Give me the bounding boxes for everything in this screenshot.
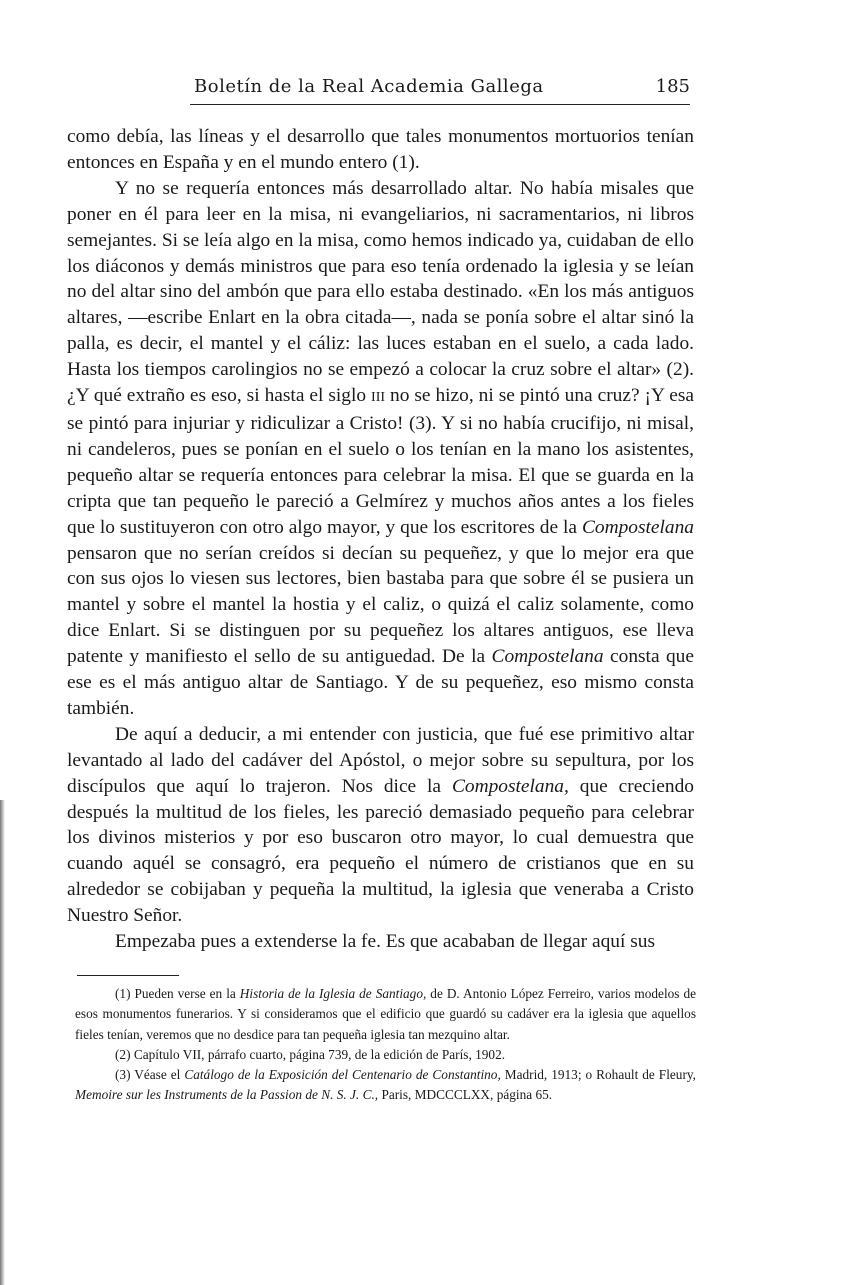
footnote-1 [75,984,696,1045]
paragraph-2-text-b: no se hizo, ni se pintó una cruz? ¡Y esa se pintó para injuriar y ridiculizar a Cristo! (3). Y si no había crucifijo, ni misal, ni candeleros, pues se ponían en el suelo o los tenían en la mano los asistentes, pequeño altar se requería entonces para celebrar la misa. El que se guarda en la cripta que tan pequeño le pareció a Gelmírez y muchos años antes a los fieles que lo sustituyeron con otro algo mayor, y que los escritores de la [67,385,694,538]
paragraph-2-text-a: Y no se requería entonces más desarrollado altar. No había misales que poner en él para leer en la misa, ni evangeliarios, ni sacramentarios, ni libros semejantes. Si se leía algo en la misa, como hemos indicado ya, cuidaban de ello los diáconos y demás ministros que para eso tenía ordenado la iglesia y se leían no del altar sino del ambón que para ello estaba destinado. «En los más antiguos altares, —escribe Enlart en la obra citada—, nada se ponía sobre el altar sinó la palla, es decir, el mantel y el cáliz: las luces estaban en el suelo, a cada lado. Hasta los tiempos carolingios no se empezó a colocar la cruz sobre el altar» (2). ¿Y qué extraño es eso, si hasta el siglo [67,177,694,407]
italic-title-compostelana: Compostelana [581,516,694,538]
page-header [190,76,690,105]
footnote-2-text: (2) Capítulo VII, párrafo cuarto, página 739, de la edición de París, 1902. [115,1046,506,1062]
paragraph-4-text: Empezaba pues a extenderse la fe. Es que acababan de llegar aquí sus [115,931,655,953]
footnote-1-text-b: de D. Antonio López Ferreiro, varios modelos de esos monumentos funerarios. Y si consideramos que el edificio que guardó su cadáver era la iglesia que aquellos fieles tenían, veremos que no desdice para tan pequeña iglesia tan mezquino altar. [75,986,697,1042]
footnote-3-title-1: Catálogo de la Exposición del Centenario de Constantino, [184,1067,501,1083]
footnote-1-title: Historia de la Iglesia de Santiago, [239,986,427,1001]
paragraph-3 [67,722,694,929]
italic-title-compostelana: Compostelana [491,646,604,668]
body-text [67,124,694,955]
scan-edge-shadow [0,800,5,1285]
paragraph-1-text: como debía, las líneas y el desarrollo que tales monumentos mortuorios tenían entonces en España y en el mundo entero (1). [67,126,694,173]
paragraph-2-text-d: consta que ese es el más antiguo altar de Santiago. Y de su pequeñez, eso mismo consta también. [67,646,694,719]
italic-title-compostelana: Compostelana, [451,775,569,797]
footnotes [75,984,696,1106]
paragraph-3-text-a: De aquí a deducir, a mi entender con justicia, que fué ese primitivo altar levantado al lado del cadáver del Apóstol, o mejor sobre su sepultura, por los discípulos que aquí lo trajeron. Nos dice la [67,723,694,797]
page-number: 185 [655,76,690,97]
footnote-3-text-a: (3) Véase el [115,1067,181,1083]
paragraph-1 [67,124,694,176]
century-numeral: III [371,390,386,406]
paragraph-4 [67,929,694,955]
footnote-2 [75,1045,696,1065]
footnote-3-text-b: Madrid, 1913; o Rohault de Fleury, [504,1067,696,1083]
paragraph-3-text-b: que creciendo después la multitud de los fieles, les pareció demasiado pequeño para celebrar los divinos misterios y por eso buscaron otro mayor, lo cual demuestra que cuando aquél se consagró, era pequeño el número de cristianos que en su alrededor se cobijaban y pequeña la multitud, la iglesia que veneraba a Cristo Nuestro Señor. [67,775,694,927]
footnote-3-title-2: Memoire sur les Instruments de la Passion de N. S. J. C., [75,1087,379,1103]
footnote-1-text-a: (1) Pueden verse en la [115,986,236,1001]
footnote-3 [75,1065,696,1106]
footnote-divider [77,975,179,976]
paragraph-2 [67,176,694,722]
running-title: Boletín de la Real Academia Gallega [194,76,544,97]
footnote-3-text-c: Paris, MDCCCLXX, página 65. [381,1087,553,1103]
paragraph-2-text-c: pensaron que no serían creídos si decían su pequeñez, y que lo mejor era que con sus ojos lo viesen sus lectores, bien bastaba para que sobre él se pusiera un mantel y sobre el mantel la hostia y el caliz, o quizá el caliz solamente, como dice Enlart. Si se distinguen por su pequeñez los altares antiguos, ese lleva patente y manifiesto el sello de su antiguedad. De la [67,542,694,668]
